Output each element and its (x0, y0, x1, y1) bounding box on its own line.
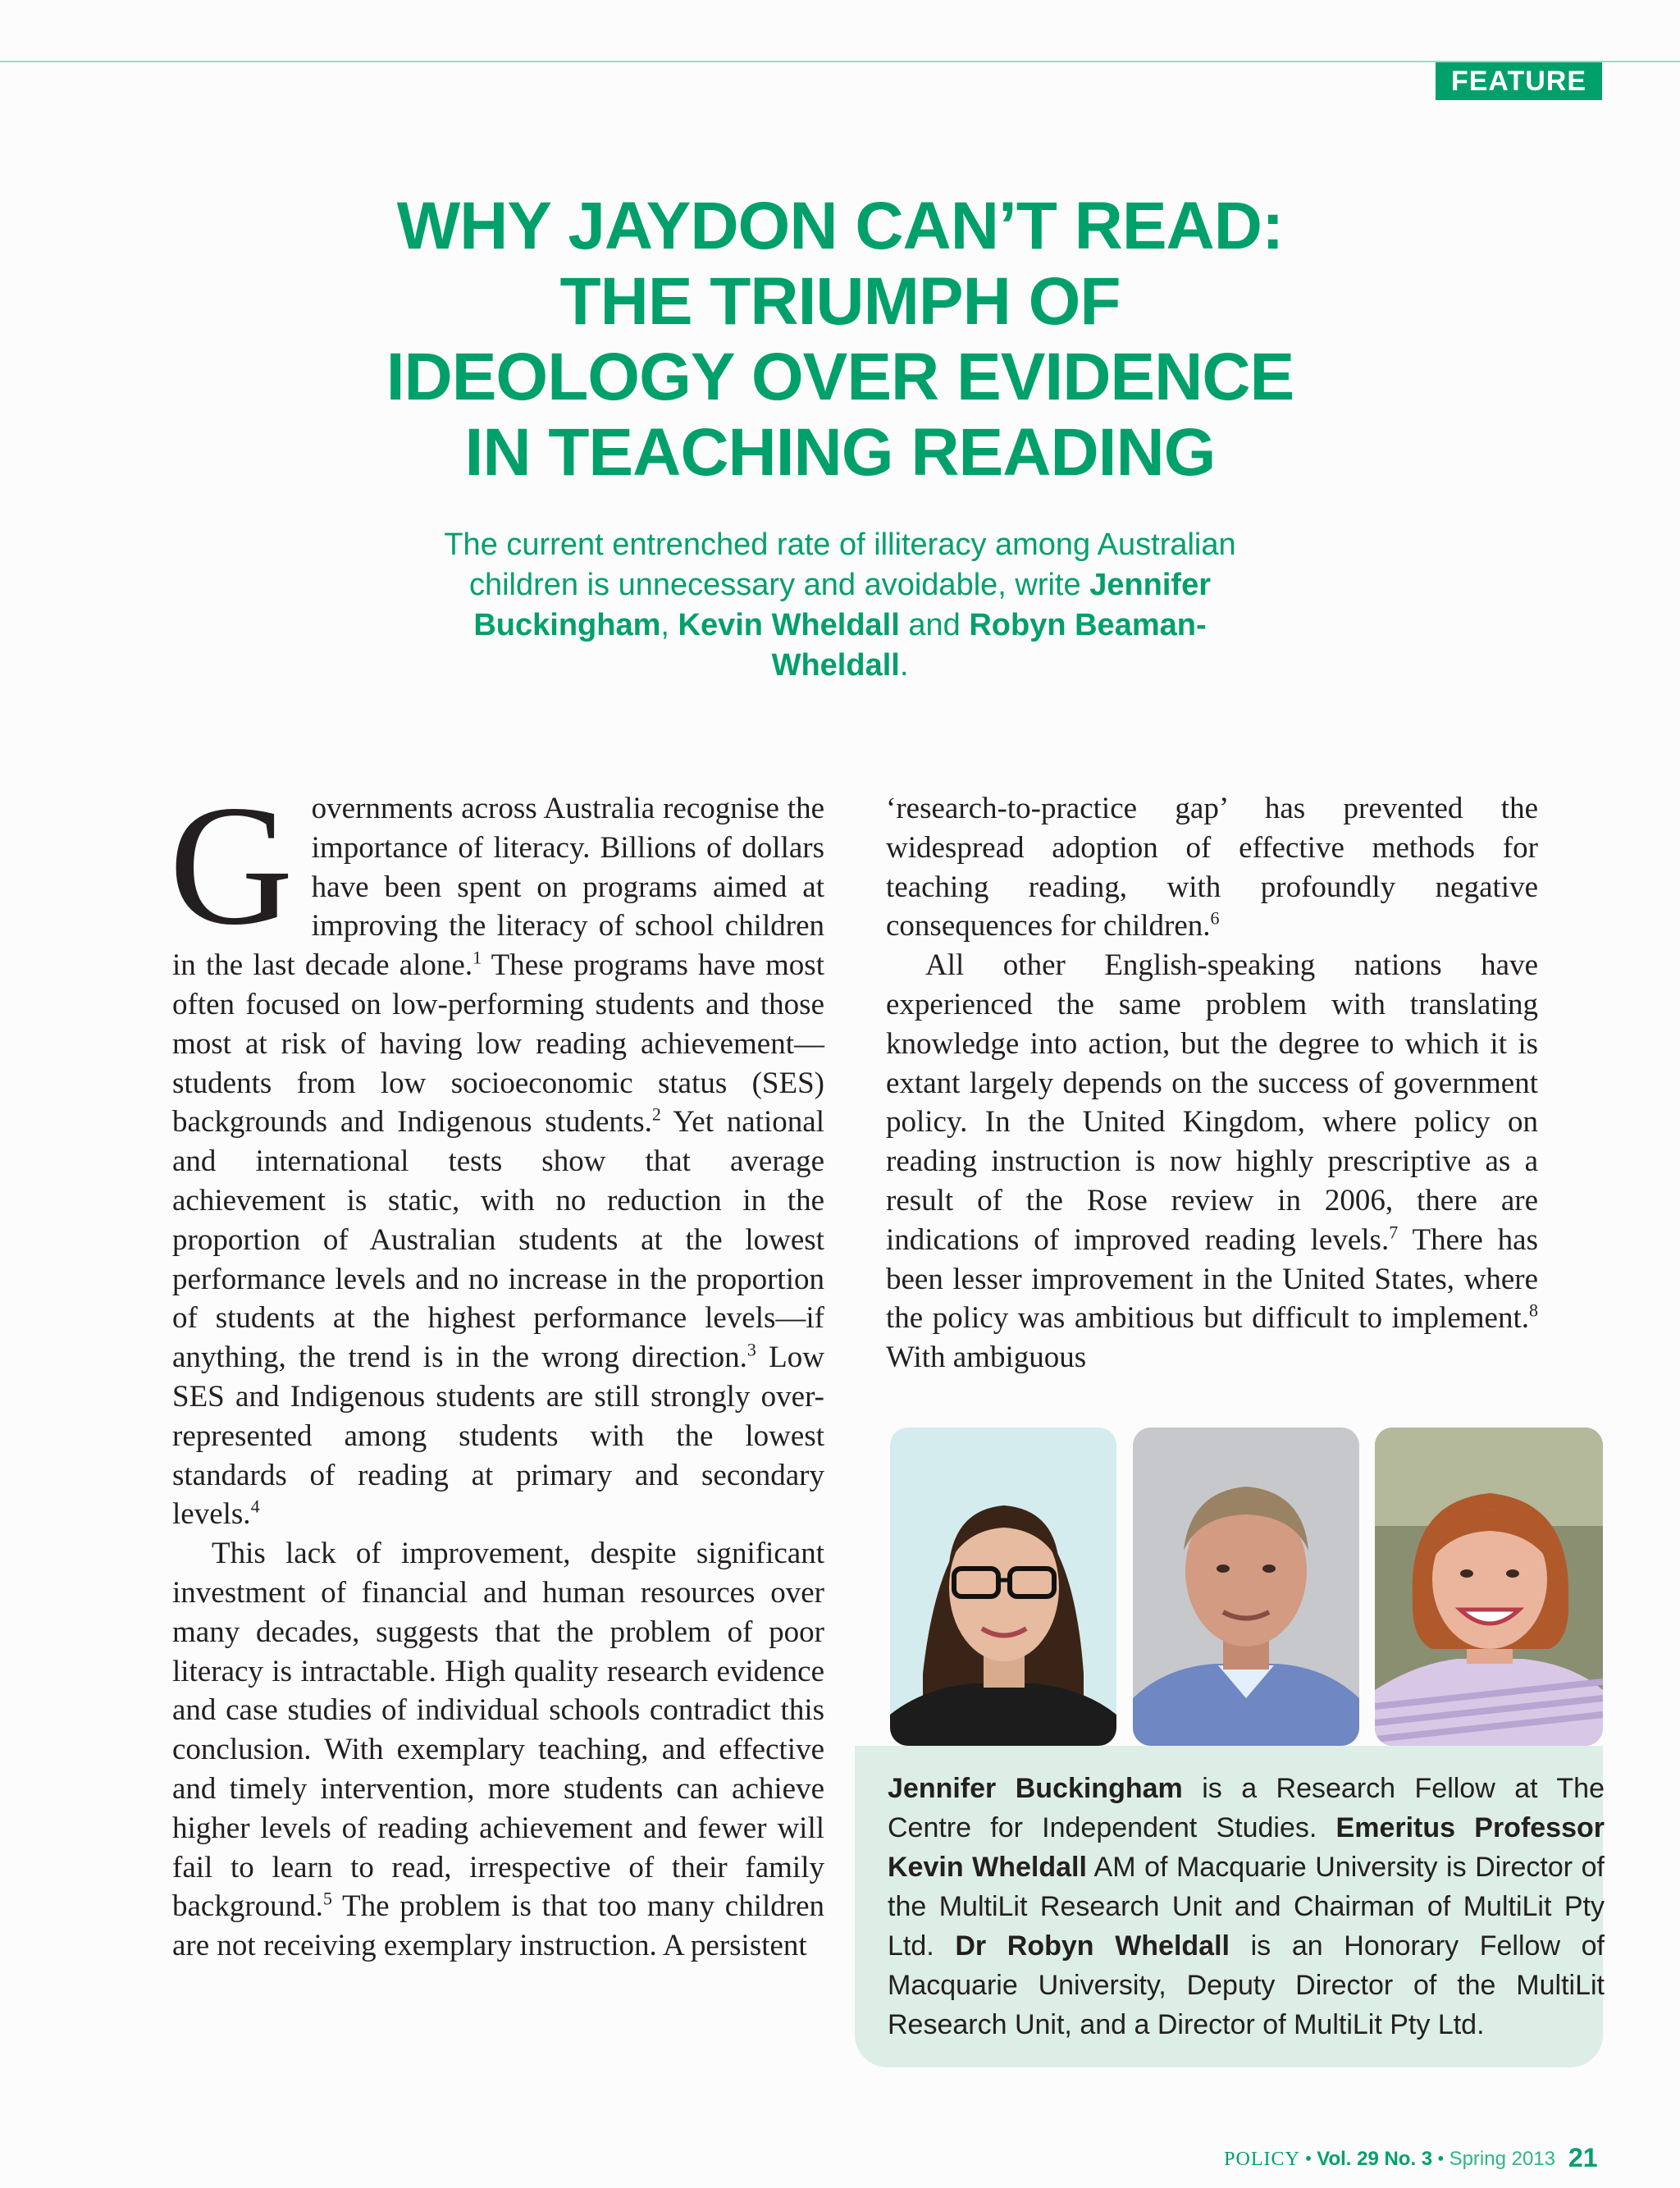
footnote-ref: 8 (1529, 1300, 1538, 1322)
bio-text: AM of Macquarie University is Director of the MultiLit Research Unit and Chairman of MultiLit Pty Ltd. (888, 1852, 1605, 1962)
body-paragraph (886, 789, 1538, 946)
bio-text: is a Research Fellow at The Centre for Independent Studies. (888, 1773, 1605, 1843)
bio-name: Dr Robyn Wheldall (955, 1930, 1230, 1962)
standfirst (410, 525, 1270, 686)
standfirst-separator: , (660, 608, 678, 642)
footnote-ref: 1 (472, 947, 482, 968)
body-column-left (169, 770, 824, 1966)
body-text: Low SES and Indigenous students are still strongly over-represented among students with the lowest standards of reading at primary and secondary levels. (172, 1341, 824, 1532)
author-name: Jennifer Buckingham (473, 568, 1212, 642)
author-photo-robyn-wheldall (1375, 1427, 1603, 1746)
author-bio-box (855, 1746, 1603, 2067)
body-paragraph (169, 770, 824, 1534)
drop-cap: G (169, 770, 294, 961)
body-text: There has been lesser improvement in the United States, where the policy was ambitious but difficult to implement. (886, 1222, 1538, 1336)
footnote-ref: 5 (322, 1888, 332, 1909)
headline-line-3: IDEOLOGY OVER EVIDENCE (386, 340, 1294, 414)
page-number: 21 (1568, 2143, 1598, 2172)
section-tab: FEATURE (1436, 62, 1602, 100)
body-text: The problem is that too many children are not receiving exemplary instruction. A persistent (172, 1889, 824, 1963)
footnote-ref: 2 (651, 1104, 661, 1126)
author-name: Robyn Beaman-Wheldall (771, 608, 1207, 683)
body-text: With ambiguous (886, 1341, 1087, 1375)
body-text: overnments across Australia recognise the importance of literacy. Billions of dollars have been spent on programs aimed at improving the literacy of school children in the last decade alone. (172, 792, 824, 983)
journal-name: POLICY (1224, 2149, 1300, 2170)
body-text: ‘research-to-practice gap’ has prevented the widespread adoption of effective methods for teaching reading, with profoundly negative consequences for children. (886, 792, 1538, 943)
top-rule (0, 61, 1680, 62)
volume-issue: Vol. 29 No. 3 (1317, 2148, 1433, 2170)
author-name: Kevin Wheldall (678, 608, 900, 642)
author-photo-kevin-wheldall (1133, 1427, 1359, 1746)
headline-line-1: WHY JAYDON CAN’T READ: (396, 189, 1284, 263)
author-photo-jennifer-buckingham (890, 1427, 1116, 1746)
footer-bullet: • (1432, 2149, 1449, 2170)
bio-text: is an Honorary Fellow of Macquarie University, Deputy Director of the MultiLit Research Unit, and a Director of MultiLit Pty Ltd. (888, 1930, 1605, 2040)
standfirst-end: . (899, 648, 909, 683)
author-bio-text (888, 1769, 1605, 2044)
body-text: This lack of improvement, despite significant investment of financial and human resources over many decades, suggests that the problem of poor literacy is intractable. High quality research evidence and case studies of individual schools contradict this conclusion. With exemplary teaching, and effective and timely intervention, more students can achieve higher levels of reading achievement and fewer will fail to learn to read, irrespective of their family background. (172, 1537, 824, 1924)
body-text: Yet national and international tests show that average achievement is static, with no reduction in the proportion of Australian students at the lowest performance levels and no increase in the proportion of students at the highest performance levels—if anything, the trend is in the wrong direction. (172, 1105, 824, 1375)
issue-season: Spring 2013 (1449, 2148, 1555, 2170)
body-paragraph (886, 946, 1538, 1377)
footnote-ref: 3 (746, 1339, 756, 1360)
standfirst-separator: and (899, 608, 970, 642)
body-text: These programs have most often focused on low-performing students and those most at risk of having low reading achievement—students from low socioeconomic status (SES) backgrounds and Indigenous students. (172, 948, 824, 1140)
footer-citation (1224, 2148, 1555, 2171)
headline-line-4: IN TEACHING READING (464, 415, 1216, 490)
bio-name: Jennifer Buckingham (888, 1773, 1183, 1804)
body-paragraph (172, 1534, 824, 1966)
headline-line-2: THE TRIUMPH OF (559, 264, 1121, 339)
body-text: All other English-speaking nations have experienced the same problem with translating knowledge into action, but the degree to which it is extant largely depends on the success of government policy. In the United Kingdom, where policy on reading instruction is now highly prescriptive as a result of the Rose review in 2006, there are indications of improved reading levels. (886, 948, 1538, 1257)
footnote-ref: 6 (1210, 908, 1220, 930)
footnote-ref: 4 (250, 1496, 260, 1518)
standfirst-intro: The current entrenched rate of illiteracy among Australian children is unnecessary and avoidable, write (444, 528, 1236, 602)
footnote-ref: 7 (1389, 1222, 1399, 1243)
headline (246, 189, 1434, 491)
body-column-right (886, 789, 1538, 1377)
bio-name: Emeritus Professor Kevin Wheldall (888, 1812, 1605, 1883)
footer-bullet: • (1299, 2149, 1317, 2170)
